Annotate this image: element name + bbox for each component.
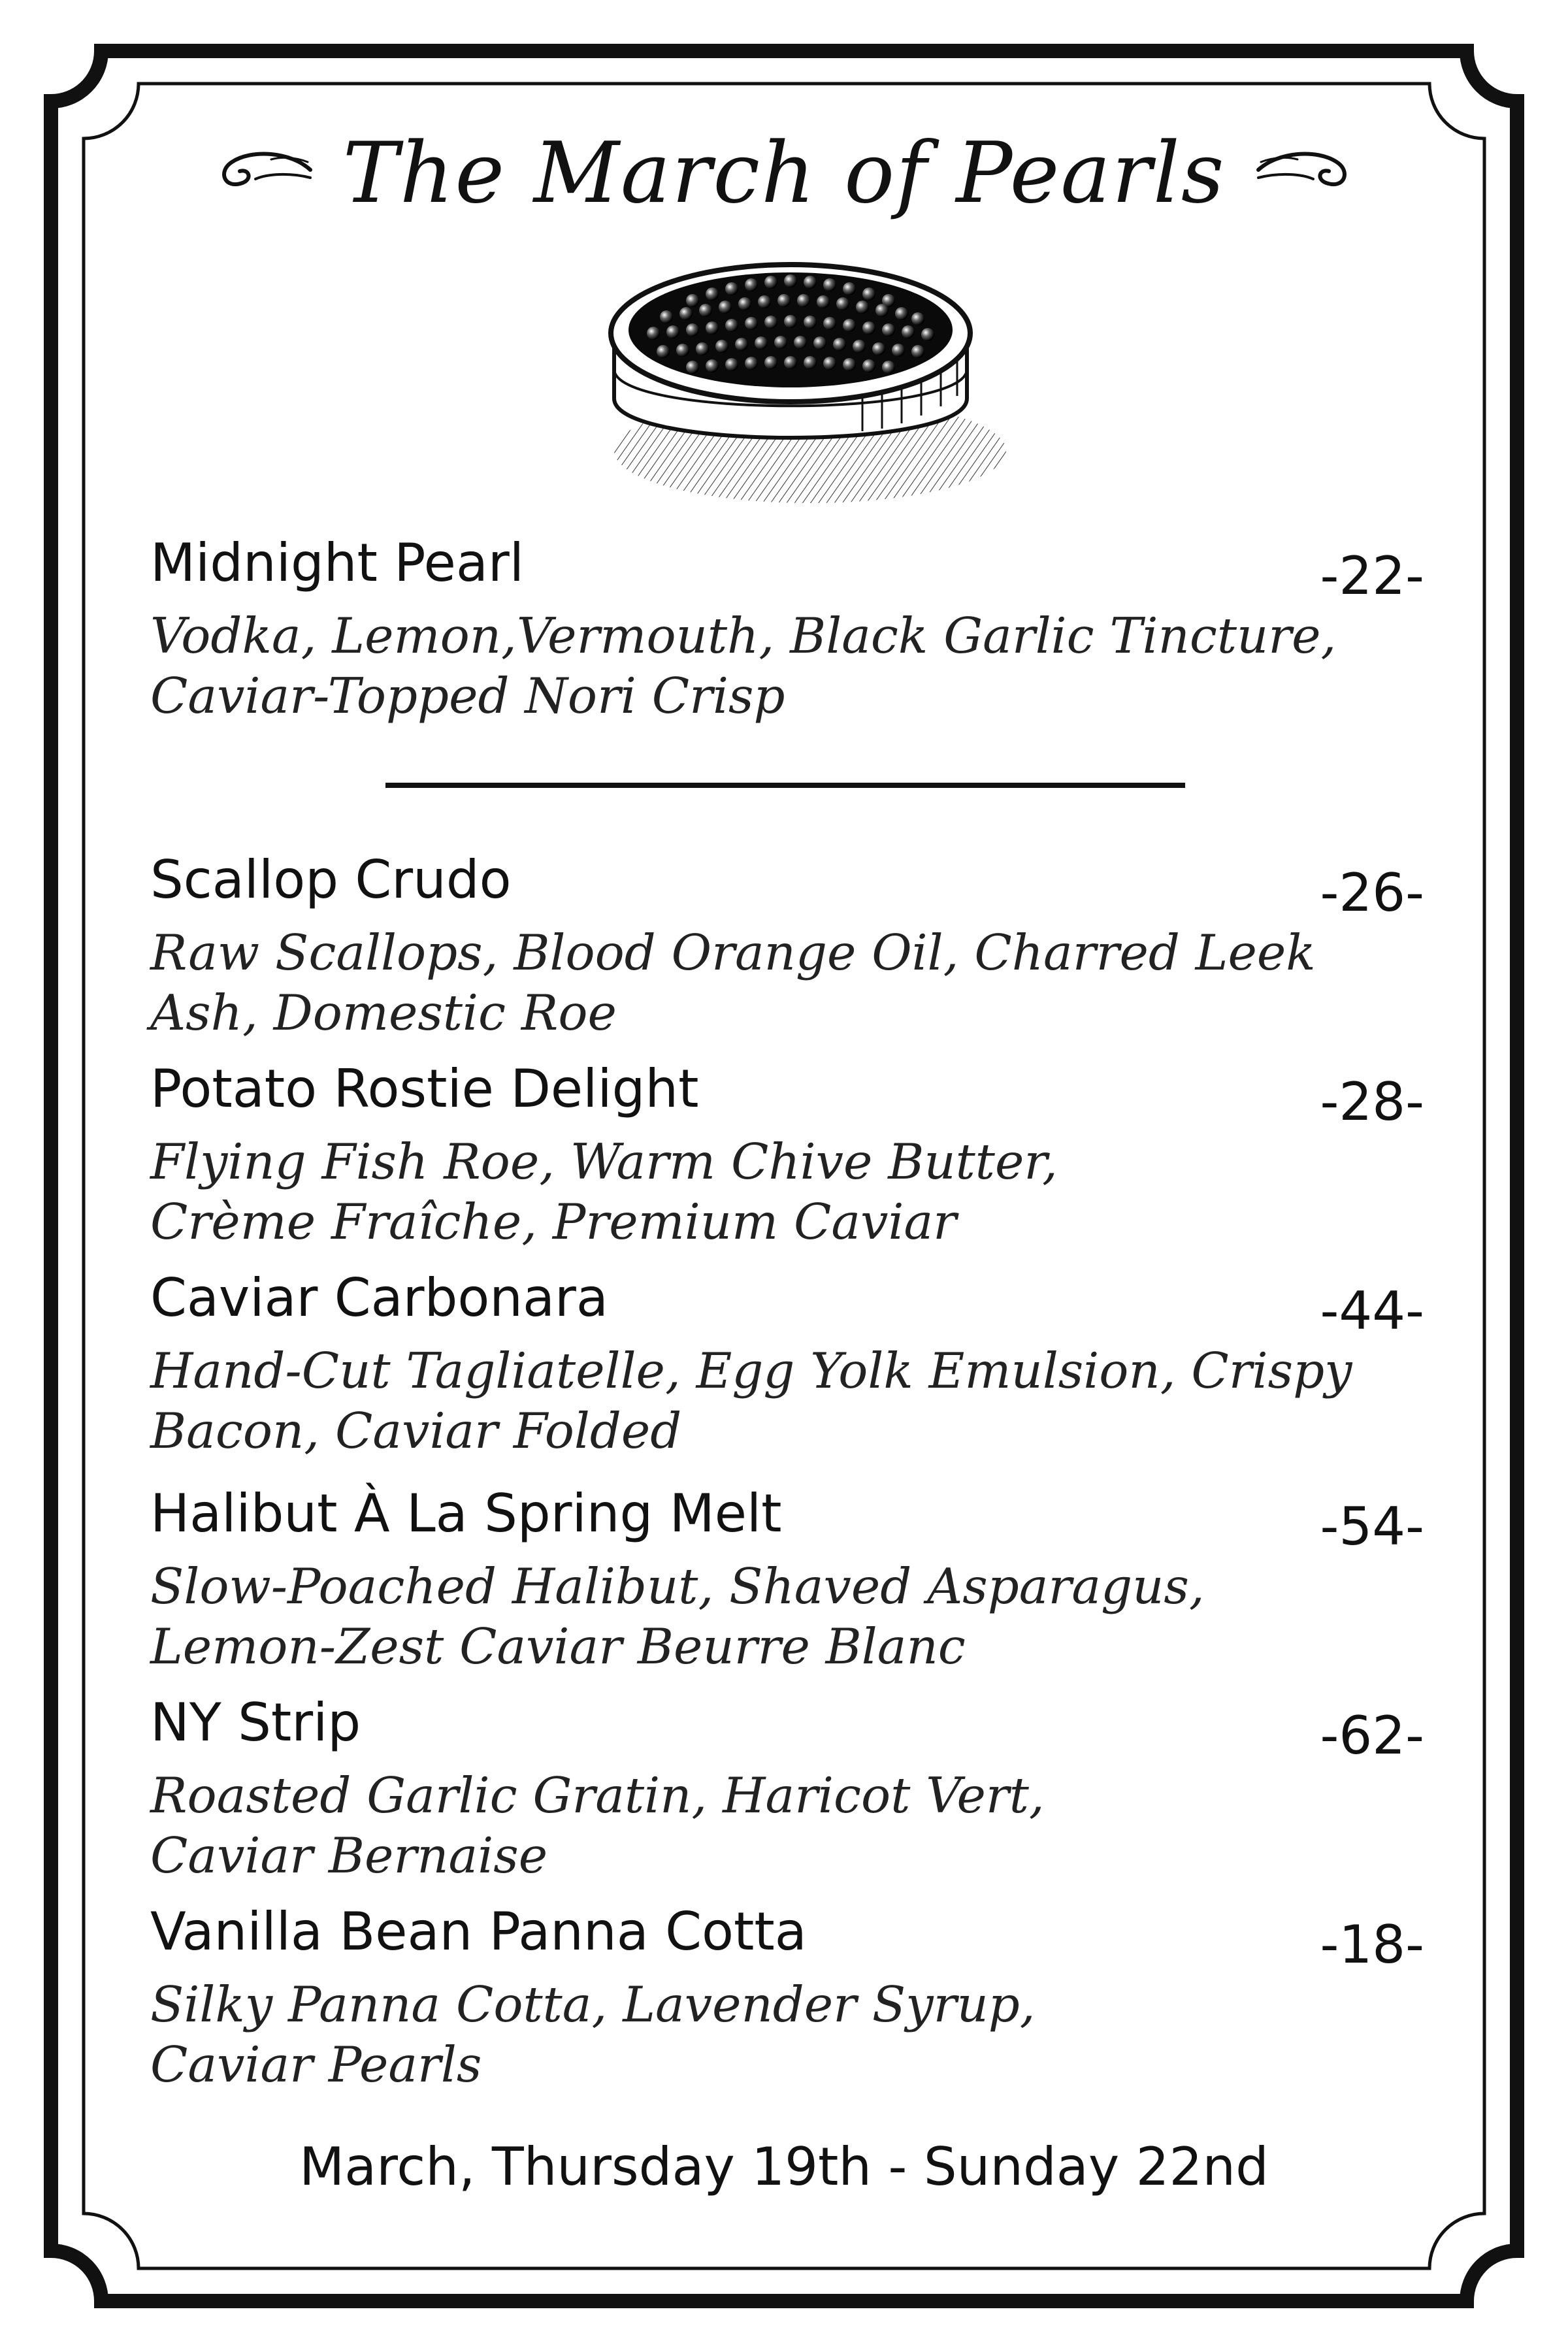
menu-title: The March of Pearls (342, 124, 1226, 222)
item-description (150, 1341, 1379, 1461)
item-description-line: Slow-Poached Halibut, Shaved Asparagus, (150, 1558, 1205, 1615)
item-name: Caviar Carbonara (150, 1267, 608, 1328)
item-price: -18- (1320, 1914, 1424, 1975)
item-name: NY Strip (150, 1692, 361, 1753)
item-description-line: Caviar-Topped Nori Crisp (150, 667, 785, 725)
section-divider (385, 783, 1185, 788)
menu-item (150, 849, 1424, 1045)
caviar-tin-icon (575, 235, 1006, 510)
item-name: Halibut À La Spring Melt (150, 1483, 782, 1544)
item-description-line: Hand-Cut Tagliatelle, Egg Yolk Emulsion, Crispy (150, 1342, 1352, 1399)
item-description-line: Vodka, Lemon,Vermouth, Black Garlic Tincture, (150, 607, 1337, 664)
event-dates: March, Thursday 19th - Sunday 22nd (299, 2136, 1269, 2197)
item-description-line: Roasted Garlic Gratin, Haricot Vert, (150, 1767, 1045, 1824)
flourish-right-icon (1252, 144, 1356, 203)
item-description (150, 1556, 1379, 1676)
flourish-left-icon (212, 144, 317, 203)
item-price: -22- (1320, 546, 1424, 606)
menu-item (150, 1267, 1424, 1463)
item-price: -44- (1320, 1281, 1424, 1341)
item-description-line: Lemon-Zest Caviar Beurre Blanc (150, 1618, 966, 1675)
item-price: -28- (1320, 1071, 1424, 1132)
menu-item (150, 1692, 1424, 1888)
item-description (150, 606, 1379, 726)
menu-item (150, 1483, 1424, 1679)
item-description (150, 923, 1379, 1043)
item-name: Scallop Crudo (150, 849, 512, 910)
item-description-line: Flying Fish Roe, Warm Chive Butter, (150, 1133, 1058, 1190)
item-description-line: Raw Scallops, Blood Orange Oil, Charred Leek (150, 924, 1316, 981)
menu-item (150, 1901, 1424, 2097)
item-name: Midnight Pearl (150, 532, 524, 593)
item-price: -54- (1320, 1496, 1424, 1557)
item-description-line: Caviar Bernaise (150, 1827, 548, 1884)
item-description (150, 1132, 1379, 1252)
item-description (150, 1765, 1379, 1886)
item-description-line: Ash, Domestic Roe (150, 984, 617, 1041)
item-name: Vanilla Bean Panna Cotta (150, 1901, 807, 1962)
item-price: -26- (1320, 862, 1424, 923)
menu-item (150, 1058, 1424, 1254)
item-description (150, 1974, 1379, 2095)
menu-item (150, 532, 1424, 728)
item-price: -62- (1320, 1705, 1424, 1766)
item-description-line: Bacon, Caviar Folded (150, 1402, 682, 1460)
title-row (0, 111, 1568, 235)
item-description-line: Crème Fraîche, Premium Caviar (150, 1193, 957, 1250)
item-description-line: Silky Panna Cotta, Lavender Syrup, (150, 1976, 1036, 2033)
item-name: Potato Rostie Delight (150, 1058, 699, 1119)
item-description-line: Caviar Pearls (150, 2036, 482, 2093)
